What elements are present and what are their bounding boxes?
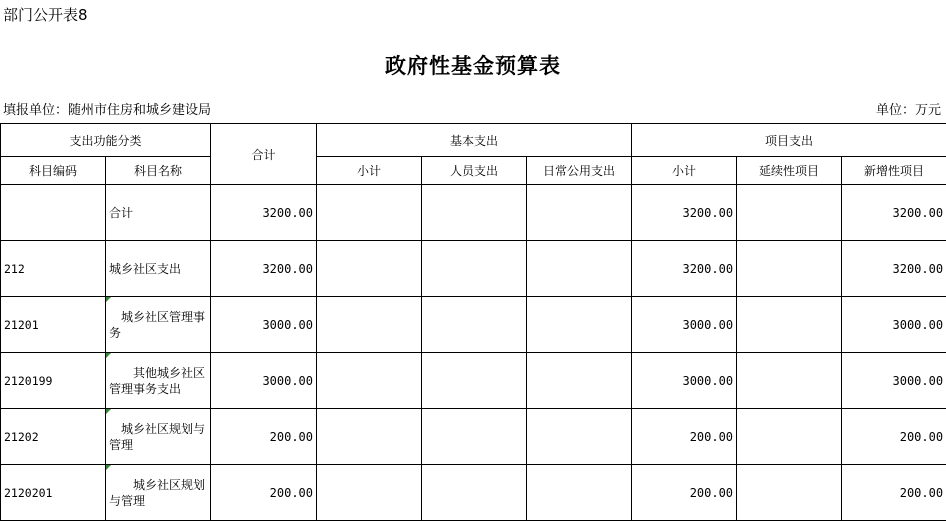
document-number-label: 部门公开表8 [3, 6, 88, 24]
cell-continuing-project [737, 409, 842, 465]
header-basic-expenditure: 基本支出 [317, 124, 632, 157]
header-basic-subtotal: 小计 [317, 157, 422, 185]
cell-public-expense [527, 241, 632, 297]
cell-total: 3000.00 [211, 353, 317, 409]
header-subject-name: 科目名称 [106, 157, 211, 185]
header-personnel: 人员支出 [422, 157, 527, 185]
cell-new-project: 3000.00 [842, 353, 946, 409]
cell-code [1, 185, 106, 241]
cell-project-subtotal: 200.00 [632, 465, 737, 521]
cell-continuing-project [737, 353, 842, 409]
cell-basic-subtotal [317, 353, 422, 409]
cell-public-expense [527, 297, 632, 353]
header-row-sub [1, 157, 946, 185]
cell-new-project: 3000.00 [842, 297, 946, 353]
cell-personnel [422, 465, 527, 521]
cell-basic-subtotal [317, 241, 422, 297]
cell-code: 2120199 [1, 353, 106, 409]
cell-project-subtotal: 3200.00 [632, 241, 737, 297]
cell-personnel [422, 185, 527, 241]
cell-name: 城乡社区规划与管理 [106, 465, 211, 521]
cell-project-subtotal: 3000.00 [632, 297, 737, 353]
cell-basic-subtotal [317, 465, 422, 521]
cell-total: 3200.00 [211, 241, 317, 297]
table-row [1, 465, 946, 521]
cell-name: 城乡社区支出 [106, 241, 211, 297]
table-row [1, 409, 946, 465]
cell-code: 2120201 [1, 465, 106, 521]
cell-basic-subtotal [317, 409, 422, 465]
cell-project-subtotal: 3200.00 [632, 185, 737, 241]
cell-personnel [422, 241, 527, 297]
cell-continuing-project [737, 185, 842, 241]
cell-total: 3200.00 [211, 185, 317, 241]
table-row [1, 241, 946, 297]
cell-continuing-project [737, 241, 842, 297]
header-new-project: 新增性项目 [842, 157, 946, 185]
cell-code: 212 [1, 241, 106, 297]
cell-new-project: 200.00 [842, 409, 946, 465]
header-row-top [1, 124, 946, 157]
cell-name: 城乡社区管理事务 [106, 297, 211, 353]
cell-public-expense [527, 185, 632, 241]
cell-basic-subtotal [317, 297, 422, 353]
cell-total: 200.00 [211, 409, 317, 465]
header-project-subtotal: 小计 [632, 157, 737, 185]
cell-new-project: 3200.00 [842, 185, 946, 241]
cell-public-expense [527, 465, 632, 521]
budget-table [0, 123, 946, 521]
cell-project-subtotal: 200.00 [632, 409, 737, 465]
table-row [1, 297, 946, 353]
cell-continuing-project [737, 297, 842, 353]
cell-new-project: 200.00 [842, 465, 946, 521]
cell-public-expense [527, 353, 632, 409]
cell-total: 3000.00 [211, 297, 317, 353]
table-row [1, 185, 946, 241]
header-public-expense: 日常公用支出 [527, 157, 632, 185]
cell-new-project: 3200.00 [842, 241, 946, 297]
cell-code: 21201 [1, 297, 106, 353]
table-row [1, 353, 946, 409]
header-project-expenditure: 项目支出 [632, 124, 946, 157]
cell-personnel [422, 353, 527, 409]
cell-total: 200.00 [211, 465, 317, 521]
header-continuing-project: 延续性项目 [737, 157, 842, 185]
cell-project-subtotal: 3000.00 [632, 353, 737, 409]
cell-code: 21202 [1, 409, 106, 465]
cell-personnel [422, 297, 527, 353]
header-subject-code: 科目编码 [1, 157, 106, 185]
cell-basic-subtotal [317, 185, 422, 241]
header-functional-class: 支出功能分类 [1, 124, 211, 157]
cell-name: 合计 [106, 185, 211, 241]
cell-continuing-project [737, 465, 842, 521]
cell-public-expense [527, 409, 632, 465]
currency-unit-label: 单位：万元 [875, 103, 941, 118]
page-title: 政府性基金预算表 [385, 53, 561, 78]
header-total: 合计 [211, 124, 317, 185]
cell-name: 城乡社区规划与管理 [106, 409, 211, 465]
cell-personnel [422, 409, 527, 465]
cell-name: 其他城乡社区管理事务支出 [106, 353, 211, 409]
filing-unit-label: 填报单位：随州市住房和城乡建设局 [3, 103, 212, 118]
